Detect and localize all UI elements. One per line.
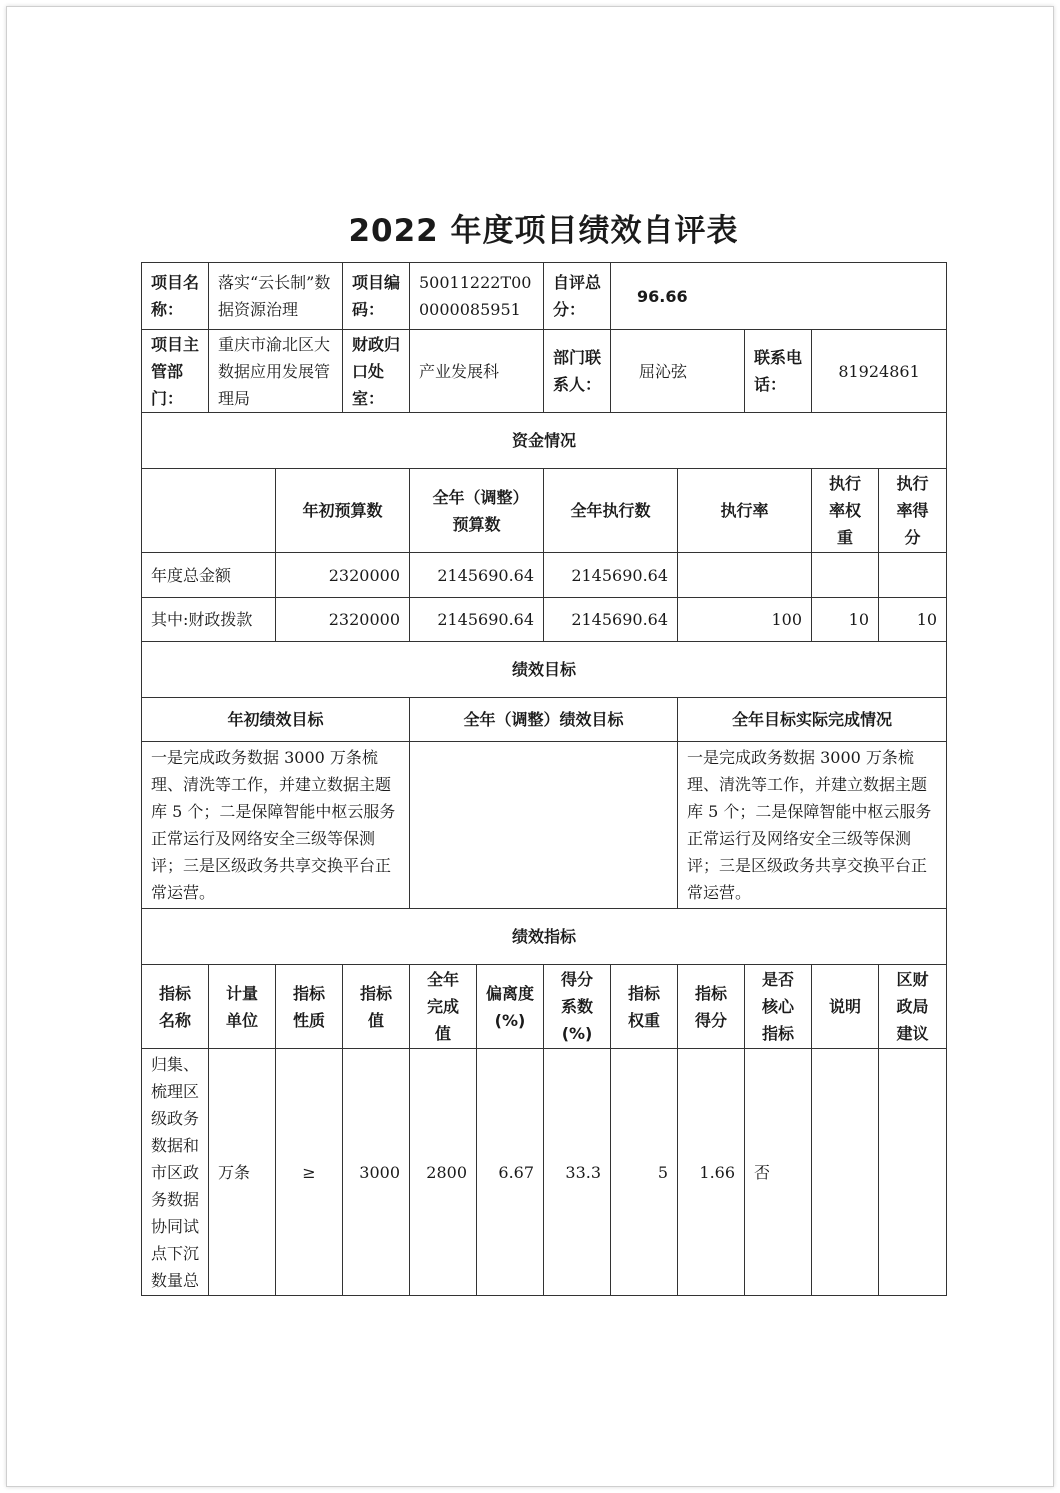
goals-initial-text: 一是完成政务数据 3000 万条梳理、清洗等工作，并建立数据主题库 5 个；二是保障智能中枢云服务正常运行及网络安全三级等保测评；三是区级政务共享交换平台正常运营。 <box>142 742 410 909</box>
project-code-label: 项目编码： <box>343 263 410 330</box>
ind-header-name: 指标名称 <box>142 965 209 1049</box>
ind-header-coef: 得分系数(%) <box>544 965 611 1049</box>
ind-note <box>812 1049 879 1296</box>
funds-row-executed: 2145690.64 <box>544 553 678 598</box>
info-row-2 <box>142 330 947 413</box>
ind-header-actual: 全年完成值 <box>410 965 477 1049</box>
funds-header-row <box>142 469 947 553</box>
project-name-value: 落实“云长制”数据资源治理 <box>209 263 343 330</box>
goals-header-actual: 全年目标实际完成情况 <box>678 698 947 742</box>
indicators-section-title: 绩效指标 <box>142 909 947 965</box>
finance-label: 财政归口处室： <box>343 330 410 413</box>
funds-row-budget: 2320000 <box>276 598 410 642</box>
contact-label: 部门联系人： <box>544 330 611 413</box>
funds-row <box>142 553 947 598</box>
project-name-label: 项目名称： <box>142 263 209 330</box>
ind-nature: ≥ <box>276 1049 343 1296</box>
funds-header-budget: 年初预算数 <box>276 469 410 553</box>
funds-row-weight: 10 <box>812 598 879 642</box>
ind-header-unit: 计量单位 <box>209 965 276 1049</box>
goals-section-title: 绩效目标 <box>142 642 947 698</box>
goals-content-row <box>142 742 947 909</box>
ind-header-note: 说明 <box>812 965 879 1049</box>
funds-header-weight: 执行率权重 <box>812 469 879 553</box>
funds-row-label: 年度总金额 <box>142 553 276 598</box>
ind-weight: 5 <box>611 1049 678 1296</box>
funds-row-budget: 2320000 <box>276 553 410 598</box>
evaluation-table <box>141 262 947 1296</box>
ind-name: 归集、梳理区级政务数据和市区政务数据协同试点下沉数量总 <box>142 1049 209 1296</box>
ind-header-deviation: 偏离度(%) <box>477 965 544 1049</box>
goals-adjusted-text <box>410 742 678 909</box>
funds-row-executed: 2145690.64 <box>544 598 678 642</box>
score-label: 自评总分： <box>544 263 611 330</box>
contact-value: 屈沁弦 <box>611 330 745 413</box>
ind-core: 否 <box>745 1049 812 1296</box>
funds-section-title: 资金情况 <box>142 413 947 469</box>
ind-advice <box>879 1049 947 1296</box>
ind-header-weight: 指标权重 <box>611 965 678 1049</box>
phone-value: 81924861 <box>812 330 947 413</box>
indicators-header-row <box>142 965 947 1049</box>
project-code-value: 50011222T000000085951 <box>410 263 544 330</box>
goals-header-row <box>142 698 947 742</box>
ind-header-target: 指标值 <box>343 965 410 1049</box>
ind-header-advice: 区财政局建议 <box>879 965 947 1049</box>
goals-header-initial: 年初绩效目标 <box>142 698 410 742</box>
goals-actual-text: 一是完成政务数据 3000 万条梳理、清洗等工作，并建立数据主题库 5 个；二是保障智能中枢云服务正常运行及网络安全三级等保测评；三是区级政务共享交换平台正常运营。 <box>678 742 947 909</box>
ind-header-score: 指标得分 <box>678 965 745 1049</box>
funds-header-adjusted: 全年（调整）预算数 <box>410 469 544 553</box>
funds-header-blank <box>142 469 276 553</box>
document-title: 2022 年度项目绩效自评表 <box>348 213 739 249</box>
info-row-1 <box>142 263 947 330</box>
ind-unit: 万条 <box>209 1049 276 1296</box>
funds-row-rate <box>678 553 812 598</box>
phone-label: 联系电话： <box>745 330 812 413</box>
ind-coef: 33.3 <box>544 1049 611 1296</box>
ind-score: 1.66 <box>678 1049 745 1296</box>
score-value: 96.66 <box>611 263 947 330</box>
funds-row-label: 其中:财政拨款 <box>142 598 276 642</box>
dept-label: 项目主管部门： <box>142 330 209 413</box>
funds-header-score: 执行率得分 <box>879 469 947 553</box>
ind-deviation: 6.67 <box>477 1049 544 1296</box>
ind-target: 3000 <box>343 1049 410 1296</box>
funds-header-rate: 执行率 <box>678 469 812 553</box>
funds-row-weight <box>812 553 879 598</box>
funds-header-executed: 全年执行数 <box>544 469 678 553</box>
indicator-row <box>142 1049 947 1296</box>
funds-row <box>142 598 947 642</box>
ind-actual: 2800 <box>410 1049 477 1296</box>
dept-value: 重庆市渝北区大数据应用发展管理局 <box>209 330 343 413</box>
funds-row-rate: 100 <box>678 598 812 642</box>
funds-row-score: 10 <box>879 598 947 642</box>
finance-value: 产业发展科 <box>410 330 544 413</box>
goals-header-adjusted: 全年（调整）绩效目标 <box>410 698 678 742</box>
funds-row-score <box>879 553 947 598</box>
ind-header-nature: 指标性质 <box>276 965 343 1049</box>
funds-row-adjusted: 2145690.64 <box>410 553 544 598</box>
funds-row-adjusted: 2145690.64 <box>410 598 544 642</box>
ind-header-core: 是否核心指标 <box>745 965 812 1049</box>
